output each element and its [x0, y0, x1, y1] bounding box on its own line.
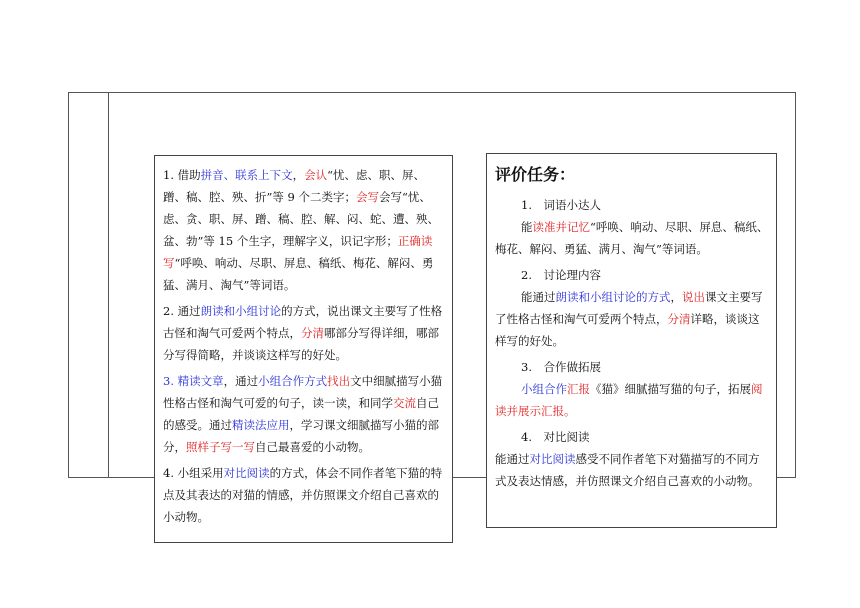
- task-4-text: 能通过对比阅读感受不同作者笔下对猫描写的不同方式及表达情感，并仿照课文介绍自己喜欢的小动物。: [495, 452, 760, 488]
- evaluation-tasks-box: [486, 153, 777, 528]
- task-3-text: 小组合作汇报《猫》细腻描写猫的句子，拓展阅读并展示汇报。: [495, 382, 763, 418]
- task-1-heading: 1. 词语小达人: [521, 198, 601, 212]
- task-4-heading: 4. 对比阅读: [521, 430, 590, 444]
- objective-2: 2. 通过朗读和小组讨论的方式，说出课文主要写了性格古怪和淘气可爱两个特点，分清哪部分写得详细，哪部分写得简略，并谈谈这样写的好处。: [163, 304, 443, 362]
- table-column-divider: [108, 92, 109, 478]
- task-1-text: 能读准并记忆“呼唤、响动、尽职、屏息、稿纸、梅花、解闷、勇猛、满月、淘气”等词语。: [495, 220, 769, 256]
- learning-objectives-box: [154, 155, 453, 543]
- task-3-heading: 3. 合作做拓展: [521, 360, 601, 374]
- evaluation-title: 评价任务：: [495, 165, 576, 184]
- objective-1: 1. 借助拼音、联系上下文，会认“忧、虑、职、屏、蹭、稿、腔、殃、折”等 9 个二类字；会写会写“忧、虑、贪、职、屏、蹭、稿、腔、解、闷、蛇、遭、殃、盆、勃”等 15 个生字，理解字义，识记字形；正确读写“呼唤、响动、尽职、屏息、稿纸、梅花、解闷、勇猛、满月、淘气”等词语。: [163, 168, 439, 292]
- task-2-text: 能通过朗读和小组讨论的方式，说出课文主要写了性格古怪和淘气可爱两个特点，分清详略，谈谈这样写的好处。: [495, 290, 763, 348]
- task-2-heading: 2. 讨论理内容: [521, 268, 601, 282]
- objective-4: 4. 小组采用对比阅读的方式，体会不同作者笔下猫的特点及其表达的对猫的情感，并仿照课文介绍自己喜欢的小动物。: [163, 466, 443, 524]
- objective-3: 3. 精读文章，通过小组合作方式找出文中细腻描写小猫性格古怪和淘气可爱的句子，读一读，和同学交流自己的感受。通过精读法应用，学习课文细腻描写小猫的部分，照样子写一写自己最喜爱的小动物。: [163, 374, 443, 454]
